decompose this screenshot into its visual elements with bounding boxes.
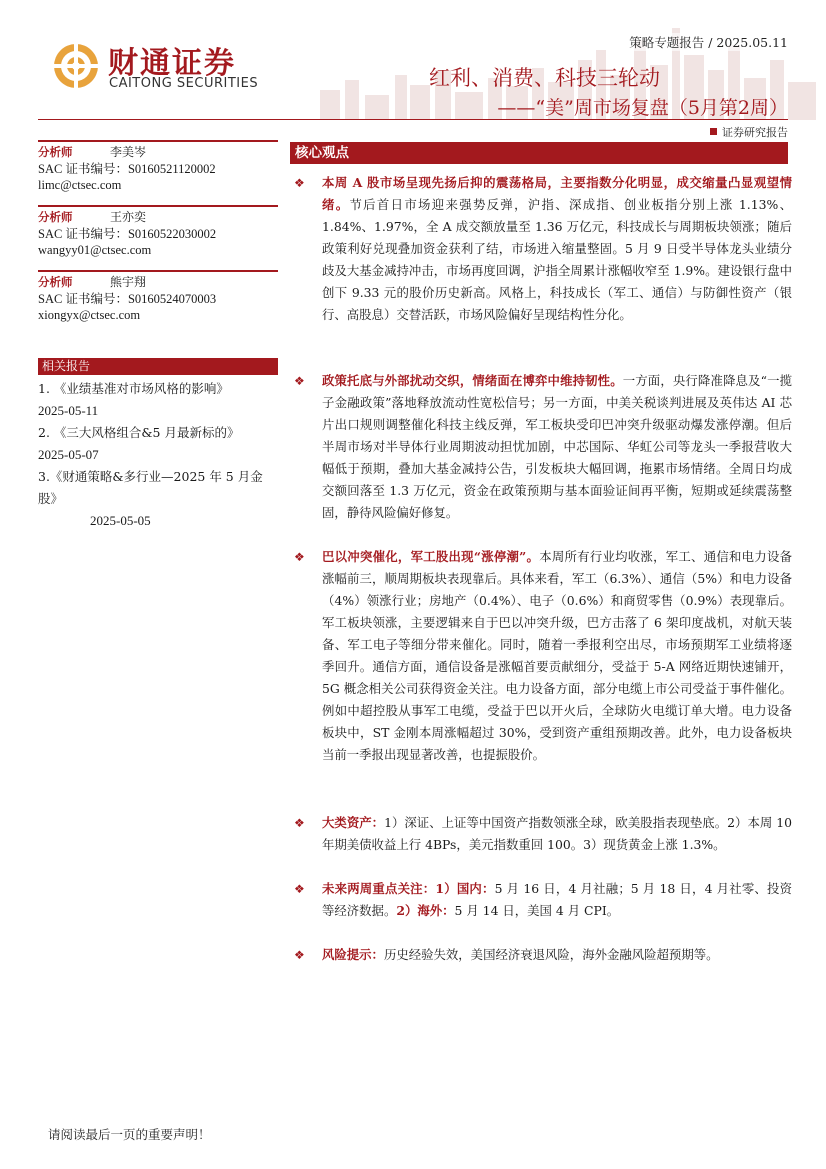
related-report-date: 2025-05-07 [38,447,99,462]
diamond-bullet-icon: ❖ [294,816,305,830]
analyst-role: 分析师 [38,210,73,224]
point-headline: 巴以冲突催化，军工股出现“涨停潮”。 [322,549,540,564]
report-meta [629,33,788,51]
analyst-email[interactable]: limc@ctsec.com [38,178,122,192]
analyst-card [38,270,278,324]
core-point-market [290,172,792,326]
square-bullet-icon [710,128,717,135]
diamond-bullet-icon: ❖ [294,374,305,388]
logo-chinese-name: 财通证券 [108,46,236,81]
research-tag-label: 证券研究报告 [722,126,788,139]
related-report-title[interactable]: 3.《财通策略&多行业—2025 年 5 月金股》 [38,469,263,506]
analyst-name: 熊宇翔 [110,275,147,289]
point-subhead-overseas: 2）海外： [396,903,455,918]
research-tag [710,124,788,140]
analyst-sac: SAC 证书编号：S0160524070003 [38,291,217,306]
related-reports-list [38,378,280,532]
core-views-heading: 核心观点 [290,142,788,164]
analyst-role: 分析师 [38,275,73,289]
related-report-date: 2025-05-11 [38,403,99,418]
report-title: 红利、消费、科技三轮动 [429,66,660,90]
analyst-email[interactable]: wangyy01@ctsec.com [38,243,152,257]
point-headline: 大类资产： [322,815,385,830]
related-reports-heading: 相关报告 [38,358,278,375]
point-body-overseas: 5 月 14 日，美国 4 月 CPI。 [454,903,620,918]
core-point-sectors [290,546,792,766]
logo-english-name: CAITONG SECURITIES [109,76,259,91]
analyst-name: 王亦奕 [110,210,147,224]
analyst-role: 分析师 [38,145,73,159]
diamond-bullet-icon: ❖ [294,948,305,962]
point-body: 节后首日市场迎来强势反弹，沪指、深成指、创业板指分别上涨 1.13%、1.84%、1.97%，全 A 成交额放量至 1.36 万亿元，科技成长与周期板块领涨；随后政策利好兑现叠加资金获利了结，市场进入缩量整固。5 月 9 日受半导体龙头业绩分歧及大基金减持冲击，市场再度回调，沪指全周累计涨幅收窄至 1.9%。建设银行盘中创下 9.33 元的股价历史新高。风格上，科技成长（军工、通信）与防御性资产（银行、高股息）交替活跃，市场风险偏好呈现结构性分化。 [322,197,792,322]
analyst-name: 李美岑 [110,145,147,159]
point-body: 一方面，央行降准降息及“一揽子金融政策”落地释放流动性宽松信号；另一方面，中美关税谈判进展及英伟达 AI 芯片出口规则调整催化科技主线反弹，军工板块受印巴冲突升级驱动爆发涨停潮。但后半周市场对半导体行业周期波动担忧加剧，中芯国际、华虹公司等龙头一季报营收大幅低于预期，叠加大基金减持公告，引发板块大幅回调，拖累市场情绪。全周日均成交额回落至 1.3 万亿元，资金在政策预期与基本面验证间再平衡，短期或延续震荡整固，静待风险偏好修复。 [322,373,792,520]
related-report-title[interactable]: 2. 《三大风格组合&5 月最新标的》 [38,425,240,440]
analyst-sac: SAC 证书编号：S0160522030002 [38,226,217,241]
related-report-title[interactable]: 1. 《业绩基准对市场风格的影响》 [38,381,229,396]
core-point-watchlist [290,878,792,922]
diamond-bullet-icon: ❖ [294,882,305,896]
analyst-sac: SAC 证书编号：S0160521120002 [38,161,216,176]
core-point-risk [290,944,792,966]
analyst-card [38,140,278,194]
point-headline: 风险提示： [322,947,384,962]
point-body: 1）深证、上证等中国资产指数领涨全球，欧美股指表现垫底。2）本周 10 年期美债收益上行 4BPs，美元指数重回 100。3）现货黄金上涨 1.3%。 [322,815,793,852]
diamond-bullet-icon: ❖ [294,176,305,190]
related-report-date: 2025-05-05 [90,513,151,528]
core-point-policy [290,370,792,524]
analyst-card [38,205,278,259]
header-divider [38,119,788,120]
analyst-email[interactable]: xiongyx@ctsec.com [38,308,141,322]
diamond-bullet-icon: ❖ [294,550,305,564]
point-headline: 本周 A 股市场呈现先扬后抑的震荡格局，主要指数分化明显，成交缩量凸显观望情绪。 [322,175,792,212]
report-type: 策略专题报告 [629,35,705,50]
report-date: / 2025.05.11 [708,35,788,50]
core-point-assets [290,812,792,856]
point-body: 本周所有行业均收涨，军工、通信和电力设备涨幅前三，顺周期板块表现靠后。具体来看，军工（6.3%）、通信（5%）和电力设备（4%）领涨行业；房地产（0.4%）、电子（0.6%）和商贸零售（0.9%）表现靠后。军工板块领涨，主要逻辑来自于巴以冲突升级，巴方击落了 6 架印度战机，对航天装备、军工电子等细分带来催化。同时，随着一季报利空出尽，市场预期军工业绩将逐季回升。通信方面，通信设备是涨幅首要贡献细分，受益于 5-A 网络近期快速铺开，5G 概念相关公司获得资金关注。电力设备方面，部分电缆上市公司受益于事件催化。例如中超控股从事军工电缆，受益于巴以开火后，全球防火电缆订单大增。电力设备板块中，ST 金刚本周涨幅超过 30%，受到资产重组预期改善。此外，电力设备板块当前一季报出现显著改善，也提振股价。 [322,549,792,762]
point-subhead-domestic: 1）国内： [435,881,495,896]
point-headline: 政策托底与外部扰动交织，情绪面在博弈中维持韧性。 [322,373,623,388]
point-body: 历史经验失效，美国经济衰退风险，海外金融风险超预期等。 [383,947,719,962]
point-body-domestic: 5 月 16 日，4 月社融；5 月 18 日，4 月社零、投资等经济数据。 [322,881,793,918]
logo-icon [52,42,100,90]
disclaimer-note: 请阅读最后一页的重要声明！ [48,1127,211,1142]
point-headline: 未来两周重点关注： [322,881,436,896]
report-subtitle: ——“美”周市场复盘（5月第2周） [497,97,788,119]
